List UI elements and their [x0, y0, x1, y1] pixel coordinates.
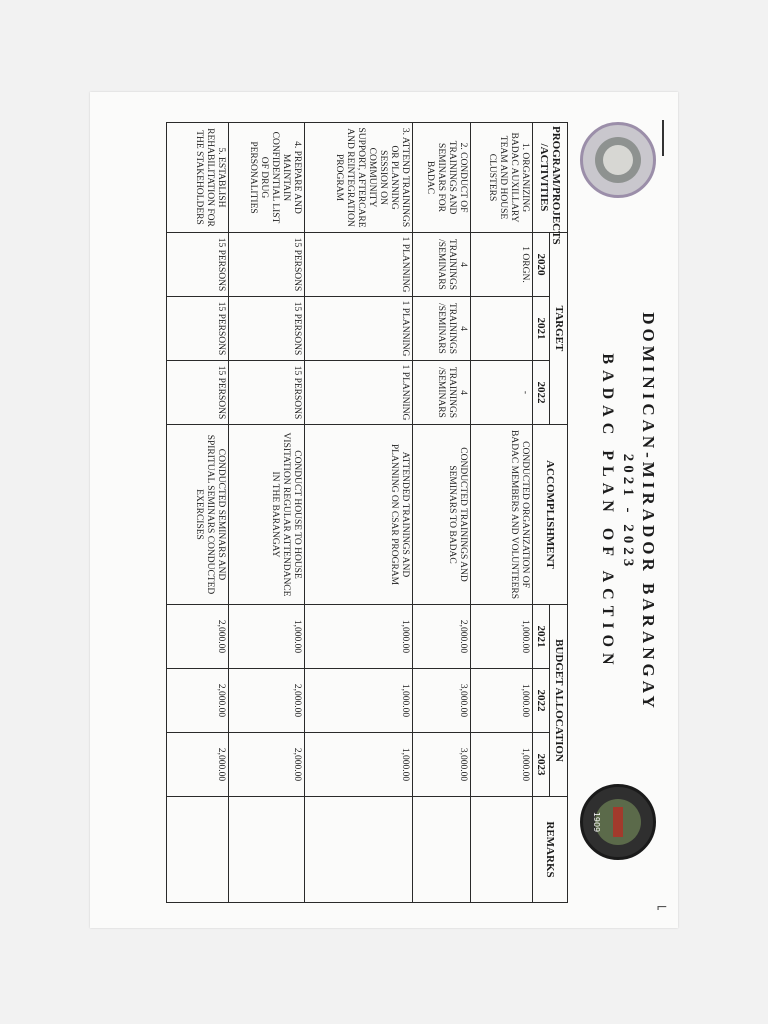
- program-cell: 2. CONDUCT OF TRAININGS AND SEMINARS FOR BADAC: [412, 123, 470, 233]
- target-cell: 4 TRAININGS /SEMINARS: [412, 233, 470, 297]
- target-cell: 1 PLANNING: [304, 361, 412, 425]
- target-year-2020: 2020: [532, 233, 550, 297]
- target-cell: 15 PERSONS: [228, 361, 304, 425]
- rotated-document: [104, 122, 664, 902]
- barangay-title: DOMINICAN-MIRADOR BARANGAY: [639, 312, 658, 712]
- target-cell: 4 TRAININGS /SEMINARS: [412, 297, 470, 361]
- header-target: TARGET: [550, 233, 568, 425]
- budget-cell: 2,000.00: [166, 605, 228, 669]
- target-cell: 15 PERSONS: [166, 361, 228, 425]
- accomplishment-cell: CONDUCT HOUSE TO HOUSE VISITATION REGULAR ATTENDANCE IN THE BARANGAY: [228, 425, 304, 605]
- header-program: PROGRAM/PROJECTS /ACTIVITIES: [532, 123, 567, 233]
- program-cell: 4. PREPARE AND MAINTAIN CONFIDENTIAL LIST OF DRUG PERSONALITIES: [228, 123, 304, 233]
- budget-cell: 1,000.00: [228, 605, 304, 669]
- table-row: [228, 123, 304, 903]
- city-seal-logo: 1909: [580, 784, 656, 860]
- plan-title: BADAC PLAN OF ACTION: [599, 353, 616, 671]
- budget-cell: 1,000.00: [470, 669, 532, 733]
- target-cell: [470, 297, 532, 361]
- remarks-cell: [304, 797, 412, 903]
- budget-cell: 2,000.00: [228, 669, 304, 733]
- budget-cell: 1,000.00: [470, 733, 532, 797]
- budget-year-2022: 2022: [532, 669, 550, 733]
- remarks-cell: [166, 797, 228, 903]
- budget-cell: 2,000.00: [412, 605, 470, 669]
- budget-cell: 3,000.00: [412, 733, 470, 797]
- budget-cell: 2,000.00: [166, 733, 228, 797]
- target-cell: 15 PERSONS: [228, 233, 304, 297]
- table-row: [166, 123, 228, 903]
- program-cell: 3. ATTEND TRAININGS OR PLANNING SESSION ON COMMUNITY SUPPORT, AFTERCARE AND REINTEGRATION PROGRAM: [304, 123, 412, 233]
- budget-cell: 2,000.00: [228, 733, 304, 797]
- target-cell: 15 PERSONS: [166, 233, 228, 297]
- table-row: [470, 123, 532, 903]
- program-cell: 1. ORGANIZING BADAC AUXILLARY TEAM AND HOUSE CLUSTERS: [470, 123, 532, 233]
- year-range: 2021 - 2023: [620, 453, 636, 571]
- header-budget: BUDGET ALLOCATION: [550, 605, 568, 797]
- target-cell: 1 PLANNING: [304, 233, 412, 297]
- remarks-cell: [470, 797, 532, 903]
- accomplishment-cell: CONDUCTED TRAININGS AND SEMINARS TO BADAC: [412, 425, 470, 605]
- program-cell: 5. ESTABLISH REHABILITATION FOR THE STAKEHOLDERS: [166, 123, 228, 233]
- budget-cell: 2,000.00: [166, 669, 228, 733]
- budget-cell: 3,000.00: [412, 669, 470, 733]
- accomplishment-cell: ATTENDED TRAININGS AND PLANNING ON CSAR PROGRAM: [304, 425, 412, 605]
- target-cell: -: [470, 361, 532, 425]
- target-cell: 1 PLANNING: [304, 297, 412, 361]
- target-cell: 4 TRAININGS /SEMINARS: [412, 361, 470, 425]
- corner-mark: ⌐: [656, 900, 668, 916]
- target-year-2021: 2021: [532, 297, 550, 361]
- action-plan-table: [166, 122, 568, 903]
- target-year-2022: 2022: [532, 361, 550, 425]
- accomplishment-cell: CONDUCTED SEMINARS AND SPIRITUAL SEMINARS CONDUCTED EXERCISES: [166, 425, 228, 605]
- budget-cell: 1,000.00: [304, 605, 412, 669]
- accomplishment-cell: CONDUCTED ORGANIZATION OF BADAC MEMBERS AND VOLUNTEERS: [470, 425, 532, 605]
- remarks-cell: [412, 797, 470, 903]
- remarks-cell: [228, 797, 304, 903]
- target-cell: 15 PERSONS: [166, 297, 228, 361]
- document-header: [554, 122, 664, 902]
- header-accomplishment: ACCOMPLISHMENT: [532, 425, 567, 605]
- table-row: [412, 123, 470, 903]
- budget-cell: 1,000.00: [304, 733, 412, 797]
- header-remarks: REMARKS: [532, 797, 567, 903]
- budget-cell: 1,000.00: [304, 669, 412, 733]
- target-cell: 1 ORGN.: [470, 233, 532, 297]
- table-row: [304, 123, 412, 903]
- budget-year-2021: 2021: [532, 605, 550, 669]
- budget-cell: 1,000.00: [470, 605, 532, 669]
- target-cell: 15 PERSONS: [228, 297, 304, 361]
- budget-year-2023: 2023: [532, 733, 550, 797]
